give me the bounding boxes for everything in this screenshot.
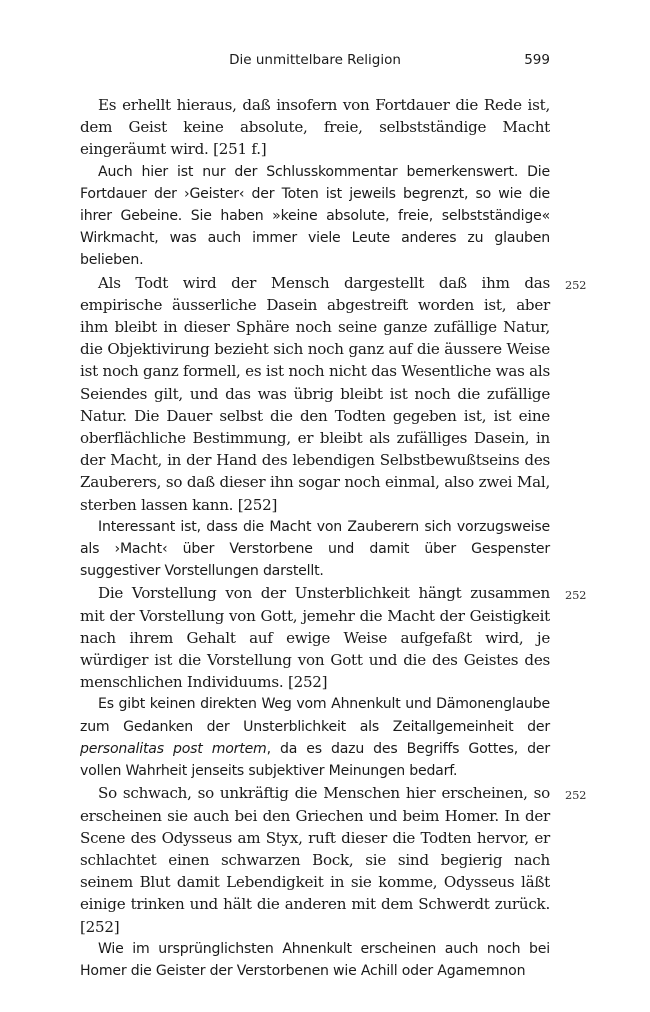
quote-paragraph: 252 Als Todt wird der Mensch dargestellt daß ihm das empirische äusserliche Dasein abgestreift worden ist, aber ihm bleibt in dieser Sphäre noch seine ganze zufällige Natur, die Objektivirung bezieht sich noch ganz auf die äussere Weise ist noch ganz formell, es ist noch nicht das Wesentliche was als Seiendes gilt, und das was übrig bleibt ist noch die zufällige Natur. Die Dauer selbst die den Todten gegeben ist, ist eine oberflächliche Bestimmung, er bleibt als zufälliges Dasein, in der Macht, in der Hand des lebendigen Selbstbewußtseins des Zauberers, so daß dieser ihn sogar noch einmal, also zwei Mal, sterben lassen kann. [252] <box>80 273 587 514</box>
commentary-paragraph: Interessant ist, dass die Macht von Zauberern sich vorzugsweise als ›Macht‹ über Verstorbene und damit über Gespenster suggestiver Vorstellungen darstellt. <box>80 518 550 580</box>
quote-paragraph: Es erhellt hieraus, daß insofern von Fortdauer die Rede ist, dem Geist keine absolute, freie, selbstständige Macht eingeräumt wird. [251 f.] <box>80 96 550 159</box>
margin-page-reference: 252 <box>565 788 587 803</box>
commentary-paragraph: Es gibt keinen direkten Weg vom Ahnenkult und Dämonenglaube zum Gedanken der Unsterblichkeit als Zeitallgemeinheit der personalitas post mortem, da es dazu des Begriffs Gottes, der vollen Wahrheit jenseits subjektiver Meinungen bedarf. <box>80 696 550 780</box>
quote-paragraph: 252 So schwach, so unkräftig die Menschen hier erscheinen, so erscheinen sie auch bei den Griechen und beim Homer. In der Scene des Odysseus am Styx, ruft dieser die Todten hervor, er schlachtet einen schwarzen Bock, sie sind begierig nach seinem Blut damit Lebendigkeit in sie komme, Odysseus läßt einige trinken und hält die anderen mit dem Schwerdt zurück. [252] <box>80 784 587 936</box>
margin-page-reference: 252 <box>565 277 587 292</box>
running-title: Die unmittelbare Religion <box>229 52 401 68</box>
quote-paragraph: 252 Die Vorstellung von der Unsterblichkeit hängt zusammen mit der Vorstellung von Gott, jemehr die Macht der Geistigkeit nach ihrem Gehalt auf ewige Weise aufgefaßt wird, je würdiger ist die Vorstellung von Gott und die des Geistes des menschlichen Individuums. [252] <box>80 584 587 692</box>
commentary-paragraph: Auch hier ist nur der Schlusskommentar bemerkenswert. Die Fortdauer der ›Geister‹ der Toten ist jeweils begrenzt, so wie die ihrer Gebeine. Sie haben »keine absolute, freie, selbstständige« Wirkmacht, was auch immer viele Leute anderes zu glauben belieben. <box>80 163 550 269</box>
latin-phrase: personalitas post mortem <box>80 740 267 757</box>
running-header <box>80 52 550 72</box>
commentary-paragraph: Wie im ursprünglichsten Ahnenkult erscheinen auch noch bei Homer die Geister der Verstorbenen wie Achill oder Agamemnon <box>80 940 550 979</box>
page-number: 599 <box>524 52 550 68</box>
body-text <box>80 94 587 982</box>
margin-page-reference: 252 <box>565 588 587 603</box>
